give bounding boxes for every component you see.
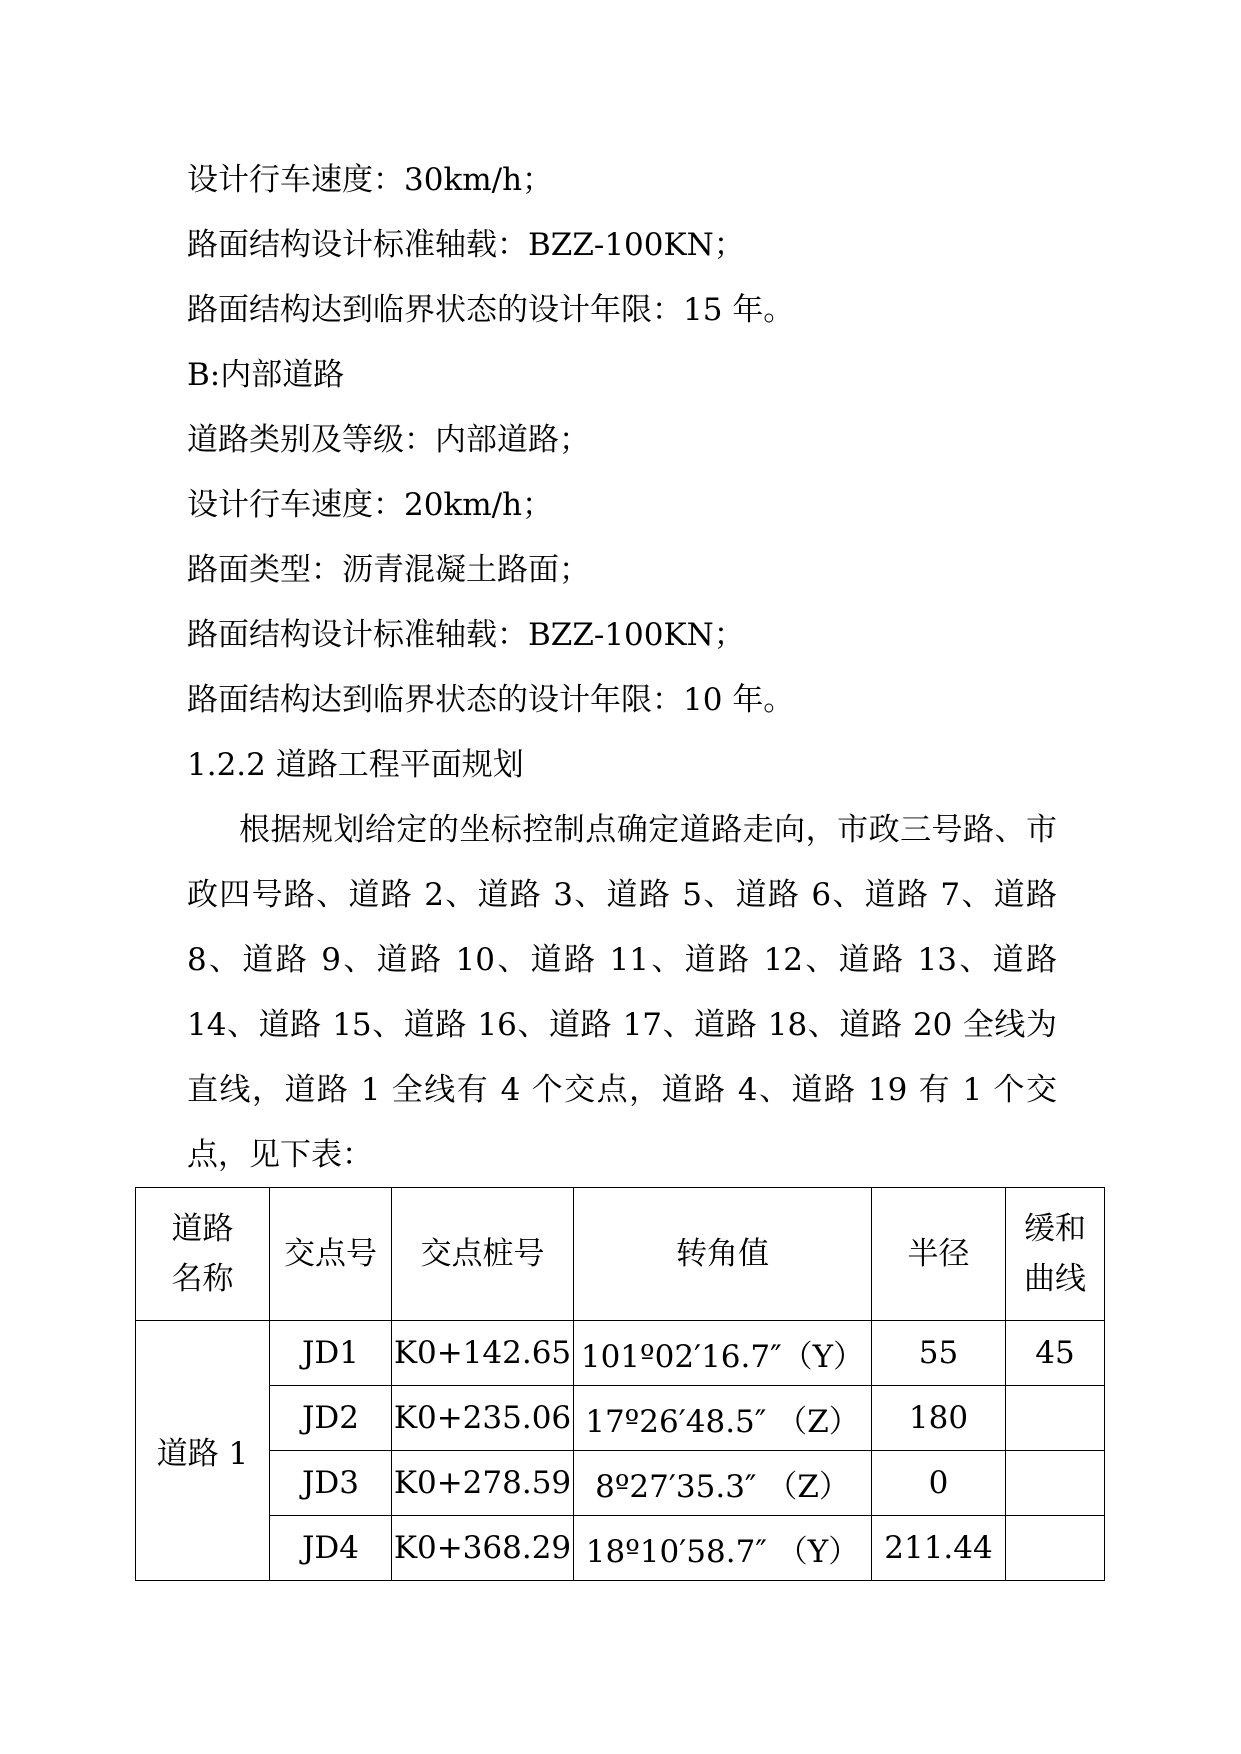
section-heading-internal-road: B:内部道路 [187,357,345,393]
station-cell: K0+368.29 [392,1516,574,1581]
header-jd-no: 交点号 [270,1188,392,1321]
angle-cell: 101º02′16.7″（Y） [574,1321,872,1386]
easement-cell [1006,1386,1105,1451]
text-line-road-class: 道路类别及等级：内部道路； [187,422,590,458]
body-paragraph: 根据规划给定的坐标控制点确定道路走向，市政三号路、市政四号路、道路 2、道路 3、道路 5、道路 6、道路 7、道路 8、道路 9、道路 10、道路 11、道路 12、道路 13、道路 14、道路 15、道路 16、道路 17、道路 18、道路 20 全线为直线，道路 1 全线有 4 个交点，道路 4、道路 19 有 1 个交点，见下表： [187,812,1057,1173]
radius-cell: 211.44 [872,1516,1006,1581]
header-angle: 转角值 [574,1188,872,1321]
radius-cell: 0 [872,1451,1006,1516]
text-line-design-speed-20: 设计行车速度：20km/h； [187,487,554,523]
station-cell: K0+142.65 [392,1321,574,1386]
header-station: 交点桩号 [392,1188,574,1321]
easement-cell: 45 [1006,1321,1105,1386]
table-header-row [136,1188,1105,1321]
jd-cell: JD3 [270,1451,392,1516]
angle-cell: 18º10′58.7″ （Y） [574,1516,872,1581]
header-radius: 半径 [872,1188,1006,1321]
text-line-design-speed-30: 设计行车速度：30km/h； [187,162,554,198]
radius-cell: 55 [872,1321,1006,1386]
document-body [187,148,1067,1188]
table-row [136,1451,1105,1516]
text-line-axle-load-2: 路面结构设计标准轴载：BZZ-100KN； [187,617,745,653]
easement-cell [1006,1516,1105,1581]
station-cell: K0+235.06 [392,1386,574,1451]
text-line-design-life-10: 路面结构达到临界状态的设计年限：10 年。 [187,682,795,718]
table-row [136,1516,1105,1581]
text-line-axle-load-1: 路面结构设计标准轴载：BZZ-100KN； [187,227,745,263]
angle-cell: 17º26′48.5″ （Z） [574,1386,872,1451]
header-road-name: 道路 名称 [136,1188,270,1321]
text-line-design-life-15: 路面结构达到临界状态的设计年限：15 年。 [187,292,795,328]
jd-cell: JD4 [270,1516,392,1581]
section-heading-plan-layout: 1.2.2 道路工程平面规划 [187,747,524,783]
header-easement: 缓和 曲线 [1006,1188,1105,1321]
easement-cell [1006,1451,1105,1516]
angle-cell: 8º27′35.3″ （Z） [574,1451,872,1516]
station-cell: K0+278.59 [392,1451,574,1516]
table-row [136,1386,1105,1451]
road-name-cell: 道路 1 [136,1321,270,1581]
jd-cell: JD1 [270,1321,392,1386]
radius-cell: 180 [872,1386,1006,1451]
text-line-pavement-type: 路面类型：沥青混凝土路面； [187,552,590,588]
table-row [136,1321,1105,1386]
intersection-table [135,1187,1105,1581]
jd-cell: JD2 [270,1386,392,1451]
